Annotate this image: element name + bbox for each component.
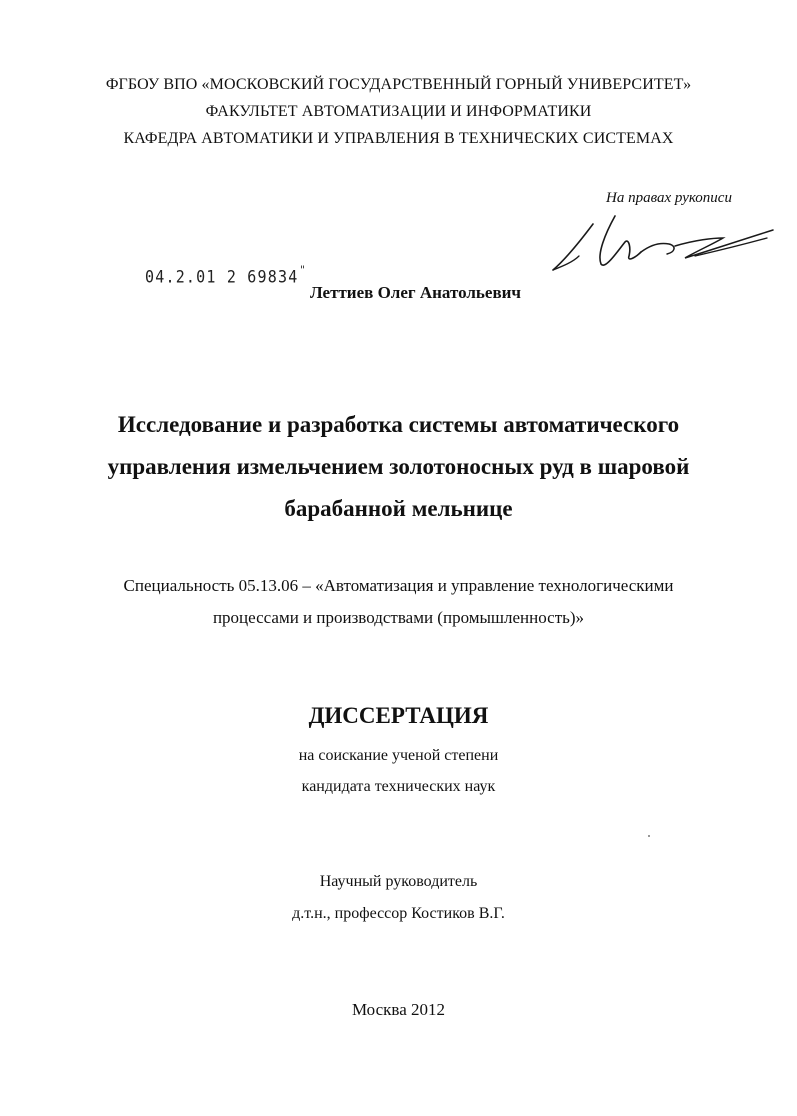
department-name: КАФЕДРА АВТОМАТИКИ И УПРАВЛЕНИЯ В ТЕХНИЧЕСКИХ СИСТЕМАХ xyxy=(123,130,674,147)
specialty-line: Специальность 05.13.06 – «Автоматизация и управление технологическими xyxy=(123,576,674,595)
stamp-mark: " xyxy=(299,264,307,277)
scan-speck xyxy=(648,835,650,837)
registration-number: 04.2.01 2 69834 xyxy=(145,267,299,287)
thesis-title-line: управления измельчением золотоносных руд в шаровой xyxy=(107,454,690,479)
document-type-heading: ДИССЕРТАЦИЯ xyxy=(308,703,489,728)
specialty-line: процессами и производствами (промышленность)» xyxy=(212,608,585,627)
manuscript-rights-note: На правах рукописи xyxy=(606,190,732,206)
author-name: Леттиев Олег Анатольевич xyxy=(310,283,522,302)
thesis-title-line: Исследование и разработка системы автоматического xyxy=(117,412,680,437)
faculty-name: ФАКУЛЬТЕТ АВТОМАТИЗАЦИИ И ИНФОРМАТИКИ xyxy=(205,103,592,120)
city-year: Москва 2012 xyxy=(351,1000,446,1019)
thesis-title-line: барабанной мельнице xyxy=(284,496,513,521)
supervisor-name: д.т.н., профессор Костиков В.Г. xyxy=(292,905,505,922)
university-name: ФГБОУ ВПО «МОСКОВСКИЙ ГОСУДАРСТВЕННЫЙ ГОРНЫЙ УНИВЕРСИТЕТ» xyxy=(105,76,692,93)
supervisor-label: Научный руководитель xyxy=(319,873,478,890)
degree-name: кандидата технических наук xyxy=(301,778,496,795)
registration-stamp xyxy=(145,264,307,287)
handwritten-signature xyxy=(545,212,775,282)
degree-purpose: на соискание ученой степени xyxy=(298,747,499,764)
